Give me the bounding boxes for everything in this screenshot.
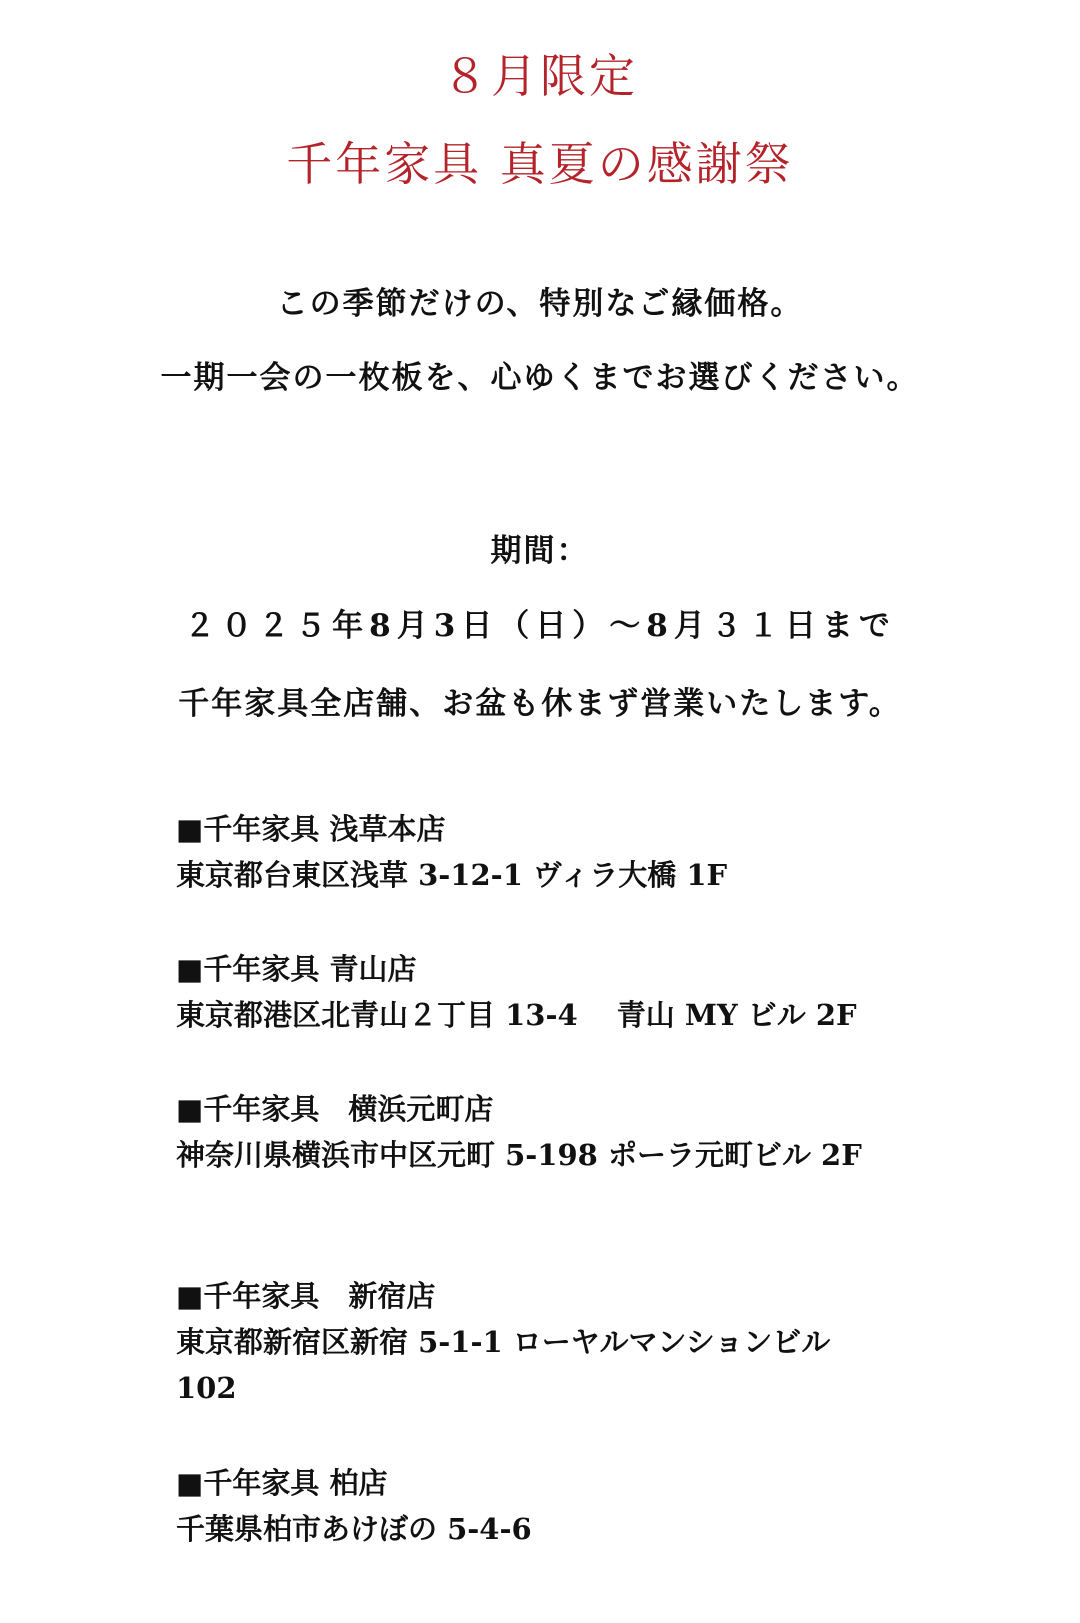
campaign-title-month: ８月限定	[442, 49, 638, 103]
store-address: 千葉県柏市あけぼの 5-4-6	[176, 1512, 532, 1546]
intro-text-line-2: 一期一会の一枚板を、心ゆくまでお選びください。	[160, 360, 920, 396]
period-note: 千年家具全店舗、お盆も休まず営業いたします。	[178, 686, 902, 722]
store-address: 東京都港区北青山２丁目 13-4 青山 MY ビル 2F	[176, 998, 857, 1032]
store-aoyama	[176, 946, 857, 1038]
period-dates: ２０２５年8月3日（日）～8月３１日まで	[184, 608, 896, 644]
intro-text-line-1: この季節だけの、特別なご縁価格。	[276, 286, 804, 322]
store-name: ■千年家具 浅草本店	[176, 812, 446, 846]
store-kashiwa	[176, 1460, 532, 1552]
store-name: ■千年家具 新宿店	[176, 1279, 436, 1313]
store-name: ■千年家具 横浜元町店	[176, 1092, 494, 1126]
store-asakusa	[176, 806, 727, 898]
store-address: 神奈川県横浜市中区元町 5-198 ポーラ元町ビル 2F	[176, 1138, 862, 1172]
store-address: 東京都台東区浅草 3-12-1 ヴィラ大橋 1F	[176, 858, 728, 892]
store-shinjuku	[176, 1273, 856, 1411]
store-address: 東京都新宿区新宿 5-1-1 ローヤルマンションビル 102	[176, 1325, 831, 1405]
store-name: ■千年家具 柏店	[176, 1466, 388, 1500]
store-yokohama-motomachi	[176, 1086, 862, 1178]
campaign-title: 千年家具 真夏の感謝祭	[286, 137, 794, 191]
period-label: 期間：	[490, 533, 590, 569]
store-name: ■千年家具 青山店	[176, 952, 417, 986]
